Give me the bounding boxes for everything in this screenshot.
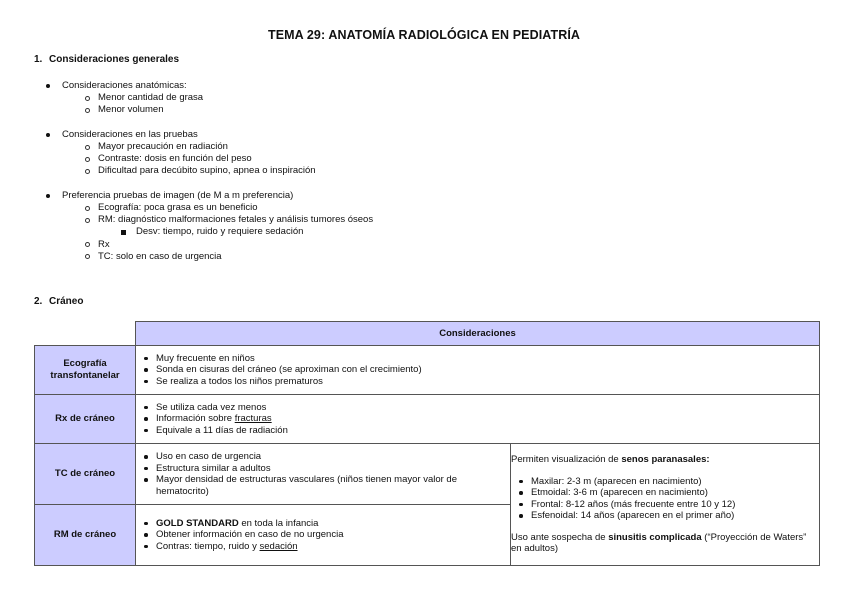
list-subitem: RM: diagnóstico malformaciones fetales y análisis tumores óseos [34, 214, 373, 226]
section-heading-generales [34, 54, 179, 65]
list-subitem: TC: solo en caso de urgencia [34, 251, 373, 263]
senos-paranasales-cell [511, 444, 820, 566]
list-subitem: Contraste: dosis en función del peso [34, 153, 373, 165]
list-item: Equivale a 11 días de radiación [136, 425, 819, 437]
section-number: 2. [34, 296, 43, 307]
list-item: Se realiza a todos los niños prematuros [136, 376, 819, 388]
general-considerations-list [34, 80, 373, 263]
row-label-rx: Rx de cráneo [35, 395, 136, 444]
list-item: Maxilar: 2-3 m (aparecen en nacimiento) [511, 476, 819, 488]
section-heading-craneo [34, 296, 83, 307]
row-content-rx [136, 395, 820, 444]
list-subitem: Ecografía: poca grasa es un beneficio [34, 202, 373, 214]
list-item: Sonda en cisuras del cráneo (se aproximan con el crecimiento) [136, 364, 819, 376]
list-item: Esfenoidal: 14 años (aparecen en el primer año) [511, 510, 819, 522]
list-item: Muy frecuente en niños [136, 353, 819, 365]
list-item: Se utiliza cada vez menos [136, 402, 819, 414]
list-item: Información sobre fracturas [136, 413, 819, 425]
row-label-rm: RM de cráneo [35, 505, 136, 566]
senos-intro: Permiten visualización de senos paranasales: [511, 454, 710, 466]
list-item: GOLD STANDARD en toda la infancia [136, 518, 510, 530]
section-label: Consideraciones generales [49, 54, 180, 65]
list-item: Frontal: 8-12 años (más frecuente entre 10 y 12) [511, 499, 819, 511]
list-subitem: Menor volumen [34, 104, 373, 116]
section-label: Cráneo [49, 296, 84, 307]
row-content-tc [136, 444, 511, 505]
row-label-ecografia: Ecografía transfontanelar [35, 346, 136, 395]
list-item: Contras: tiempo, ruido y sedación [136, 541, 510, 553]
list-subitem: Menor cantidad de grasa [34, 92, 373, 104]
list-item: Obtener información en caso de no urgencia [136, 529, 510, 541]
list-item: Mayor densidad de estructuras vasculares (niños tienen mayor valor de hematocrito) [136, 474, 510, 497]
list-item: Estructura similar a adultos [136, 463, 510, 475]
row-content-rm [136, 505, 511, 566]
list-item: Consideraciones en las pruebas [34, 129, 373, 141]
page-title: TEMA 29: ANATOMÍA RADIOLÓGICA EN PEDIATRÍA [267, 28, 581, 42]
row-content-ecografia [136, 346, 820, 395]
fracturas-link: fracturas [234, 413, 272, 425]
section-number: 1. [34, 54, 43, 65]
table-header: Consideraciones [136, 322, 820, 346]
list-item: Preferencia pruebas de imagen (de M a m preferencia) [34, 190, 373, 202]
row-label-tc: TC de cráneo [35, 444, 136, 505]
list-item: Consideraciones anatómicas: [34, 80, 373, 92]
list-item: Etmoidal: 3-6 m (aparecen en nacimiento) [511, 487, 819, 499]
senos-note: Uso ante sospecha de sinusitis complicada (“Proyección de Waters” en adultos) [511, 531, 807, 555]
list-item: Uso en caso de urgencia [136, 451, 510, 463]
list-subitem: Mayor precaución en radiación [34, 141, 373, 153]
sedacion-link: sedación [259, 540, 298, 552]
list-subitem: Rx [34, 239, 373, 251]
list-subsubitem: Desv: tiempo, ruido y requiere sedación [34, 226, 373, 238]
list-subitem: Dificultad para decúbito supino, apnea o inspiración [34, 165, 373, 177]
cranial-imaging-table [34, 321, 820, 566]
